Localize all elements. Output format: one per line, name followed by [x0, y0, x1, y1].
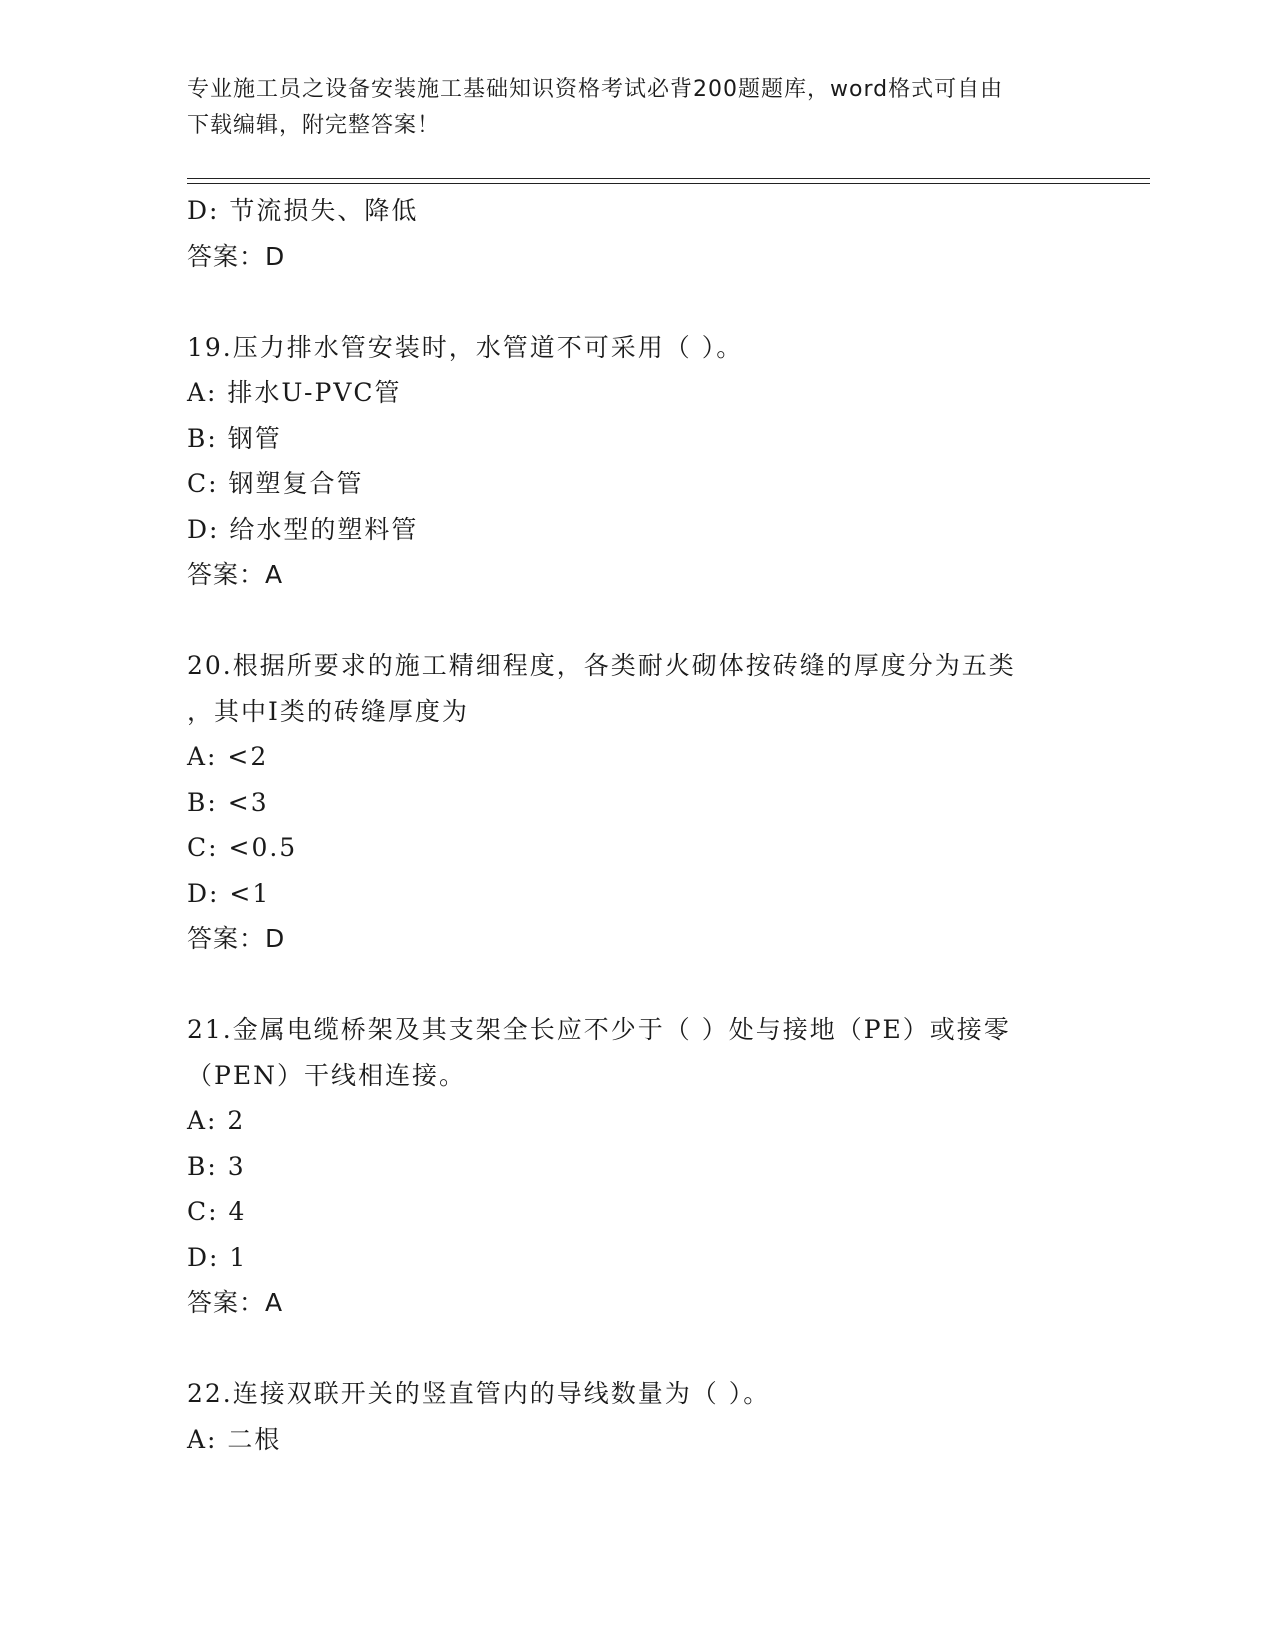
question-stem-continued: ，其中I类的砖缝厚度为	[187, 696, 469, 726]
question-answer: 答案：A	[187, 1288, 284, 1317]
document-header	[187, 72, 1067, 144]
question-option-c: C: 钢塑复合管	[187, 469, 364, 498]
question-option-a: A: <2	[187, 742, 269, 771]
question-spacer	[187, 598, 1087, 644]
question-answer: 答案：A	[187, 560, 284, 589]
question-option-c: C: 4	[187, 1197, 247, 1226]
question-item	[187, 1371, 1087, 1462]
question-option-b: B: 3	[187, 1151, 246, 1181]
question-option-d: D: <1	[187, 878, 271, 908]
question-option-a: A: 二根	[187, 1424, 282, 1454]
question-list	[187, 188, 1087, 1462]
question-item	[187, 643, 1087, 962]
question-spacer	[187, 1326, 1087, 1372]
question-option-c: C: <0.5	[187, 833, 298, 862]
question-stem-continued: （PEN）干线相连接。	[187, 1060, 466, 1090]
question-option-b: B: <3	[187, 787, 269, 817]
question-spacer	[187, 279, 1087, 325]
header-divider-bottom	[187, 183, 1150, 184]
question-option-b: B: 钢管	[187, 423, 282, 453]
question-option-d: D: 给水型的塑料管	[187, 514, 419, 544]
question-item	[187, 1007, 1087, 1326]
question-stem: 20.根据所要求的施工精细程度，各类耐火砌体按砖缝的厚度分为五类	[187, 651, 1016, 680]
header-title-line-2: 下载编辑，附完整答案！	[187, 113, 441, 138]
header-divider-top	[187, 178, 1150, 179]
question-spacer	[187, 962, 1087, 1008]
question-option-a: A: 排水U-PVC管	[187, 378, 402, 407]
question-stem: 22.连接双联开关的竖直管内的导线数量为（ ）。	[187, 1379, 771, 1408]
prev-question-option-d: D: 节流损失、降低	[187, 196, 419, 225]
question-option-d: D: 1	[187, 1242, 248, 1272]
question-answer: 答案：D	[187, 924, 286, 953]
question-option-a: A: 2	[187, 1106, 246, 1135]
question-item	[187, 325, 1087, 598]
question-stem: 21.金属电缆桥架及其支架全长应不少于（ ）处与接地（PE）或接零	[187, 1015, 1011, 1044]
question-stem: 19.压力排水管安装时，水管道不可采用（ ）。	[187, 332, 744, 362]
prev-question-answer: 答案：D	[187, 241, 286, 271]
header-title-line-1: 专业施工员之设备安装施工基础知识资格考试必背200题题库，word格式可自由	[187, 77, 1004, 102]
